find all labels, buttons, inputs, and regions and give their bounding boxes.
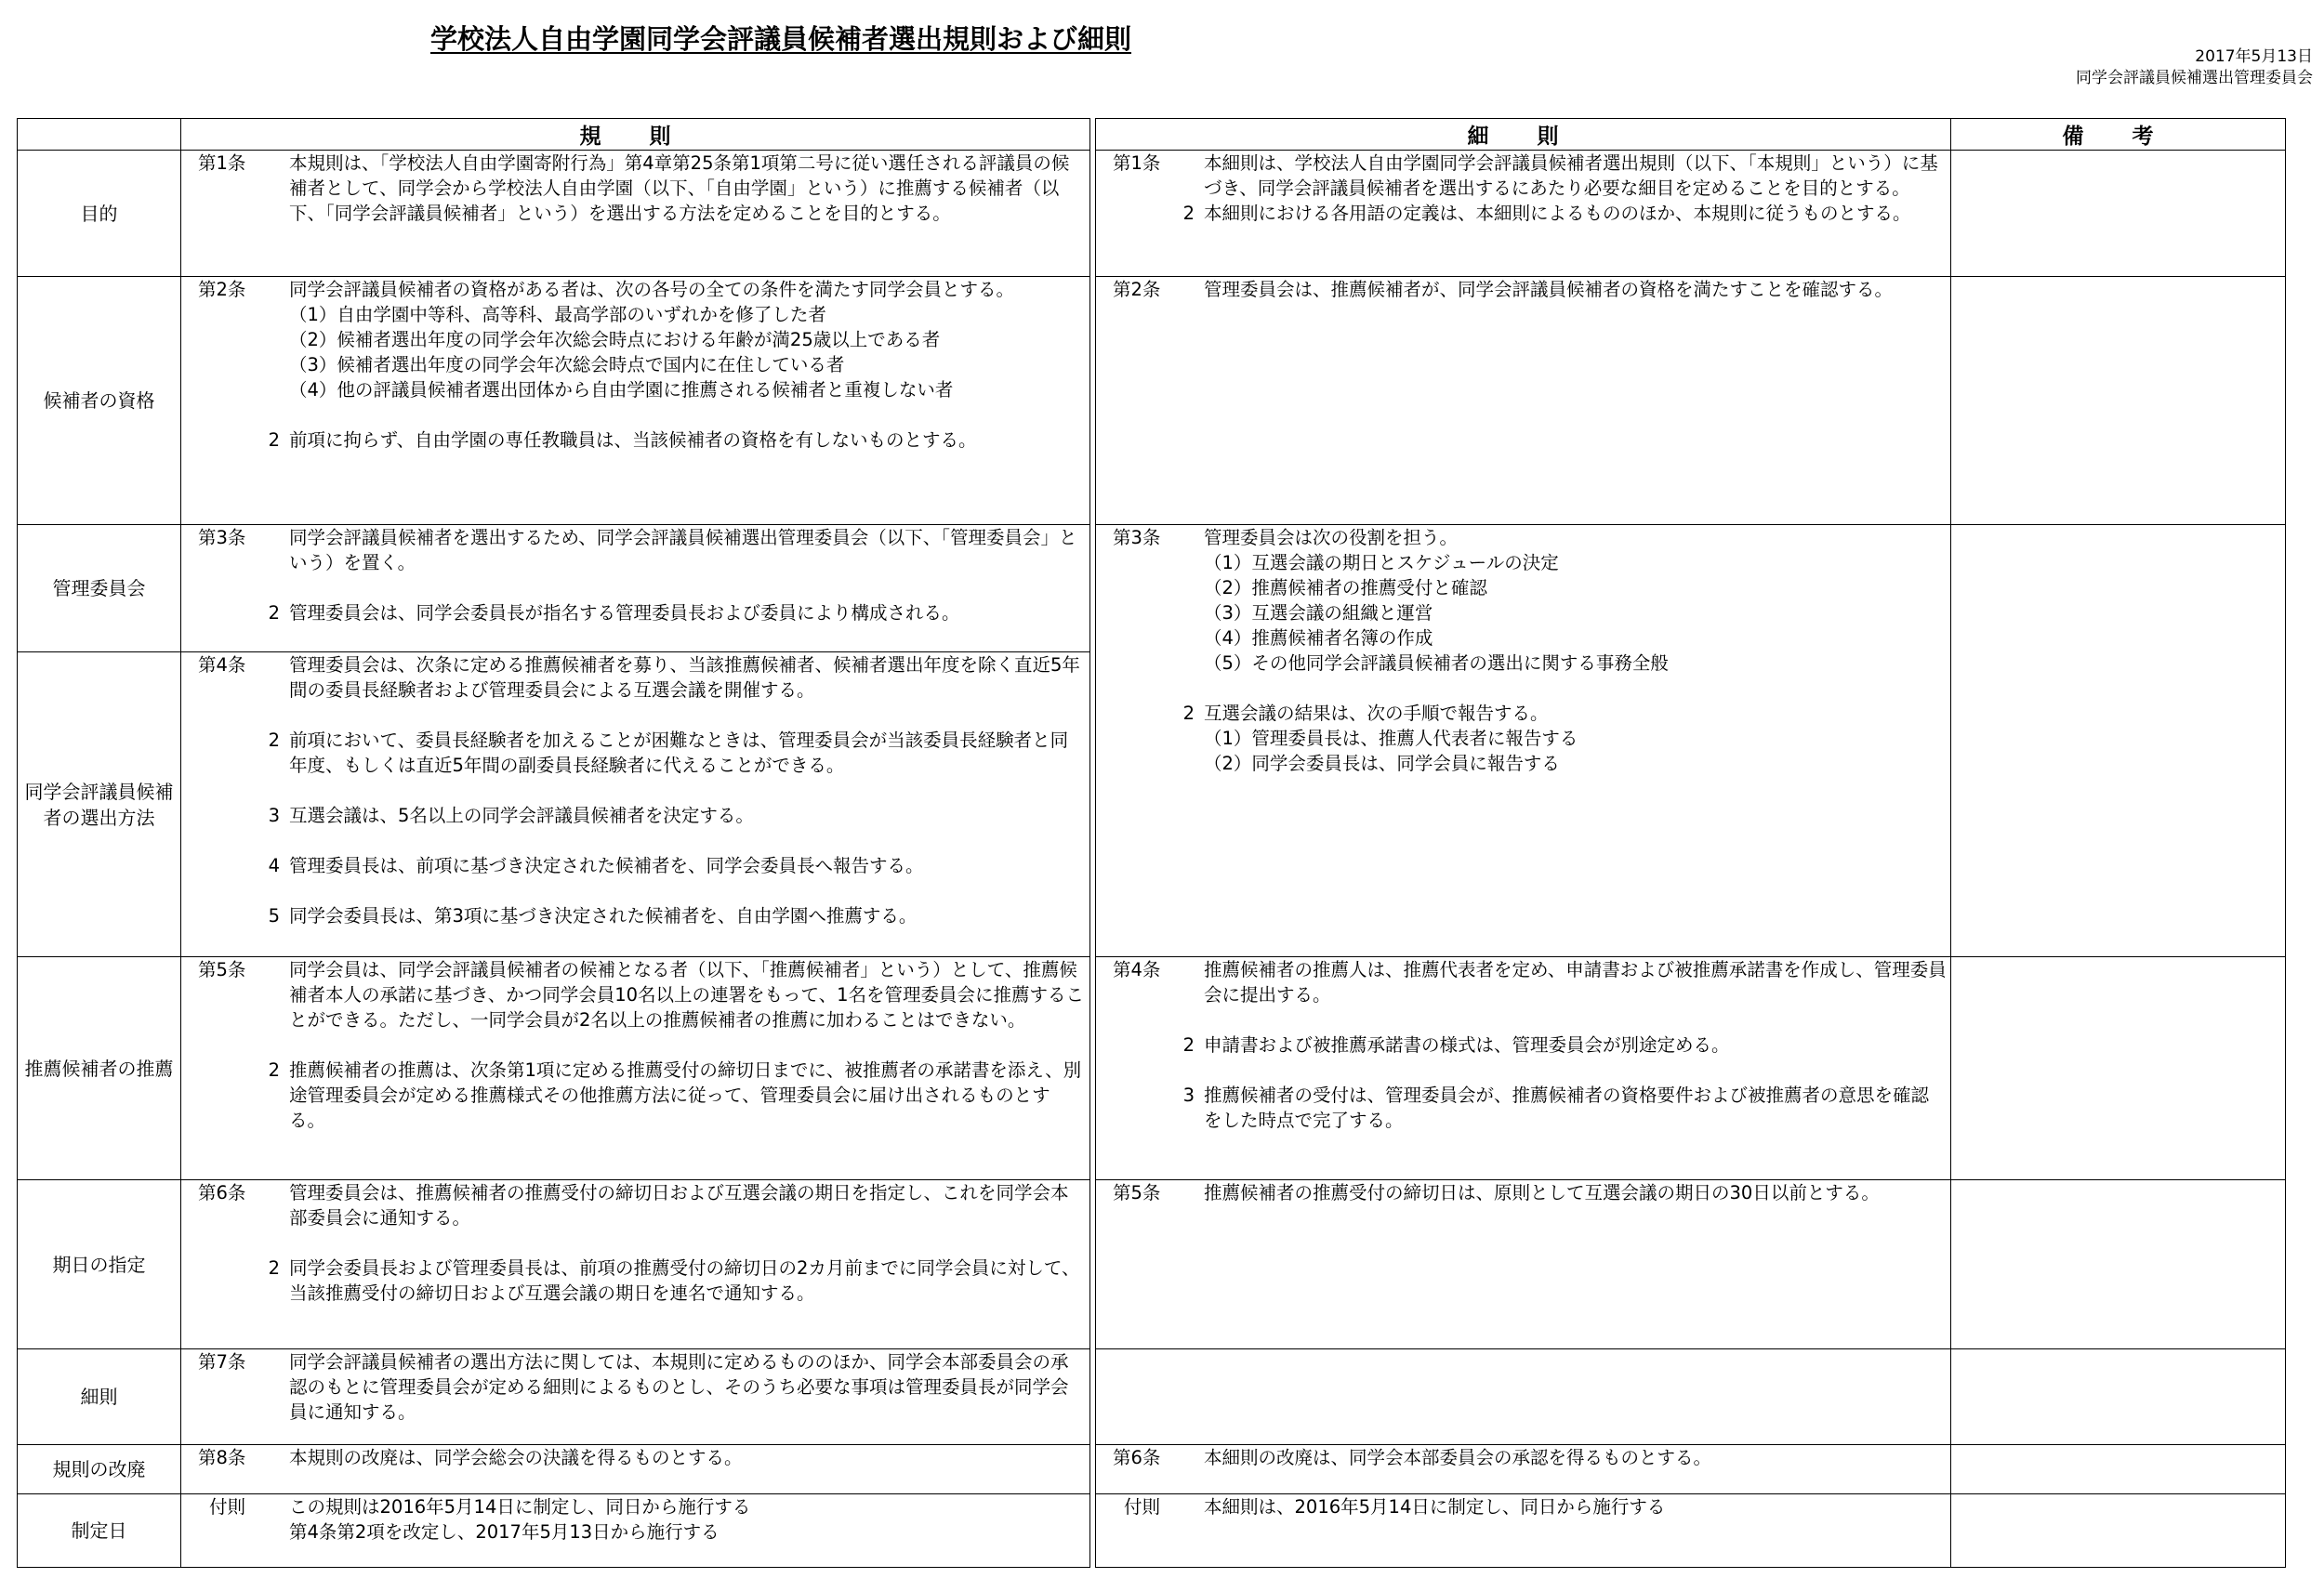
rules-cell-amend	[181, 1445, 1090, 1494]
header-notes: 備 考	[1951, 119, 2286, 151]
paragraph-number: 2	[268, 1059, 280, 1081]
article-number: 第2条	[1113, 278, 1161, 300]
row-dates	[18, 1180, 2286, 1349]
detail-cell-committee	[1096, 524, 1951, 956]
header-row	[18, 119, 2286, 151]
paragraph-text: 前項に拘らず、自由学園の専任教職員は、当該候補者の資格を有しないものとする。	[289, 428, 977, 451]
paragraph-number: 2	[268, 730, 280, 752]
paragraph-number: 3	[268, 805, 280, 827]
paragraph-text: 同学会委員長は、第3項に基づき決定された候補者を、自由学園へ推薦する。	[289, 905, 918, 927]
rules-cell-dates	[181, 1180, 1090, 1349]
list-item: （2）同学会委員長は、同学会員に報告する	[1204, 752, 1560, 774]
row-enacted	[18, 1494, 2286, 1568]
label-recommend: 推薦候補者の推薦	[18, 956, 181, 1180]
paragraph-number: 2	[268, 601, 280, 624]
article-text: 同学会員は、同学会評議員候補者の候補となる者（以下、「推薦候補者」という）として、推薦候補者本人の承諾に基づき、かつ同学会員10名以上の連署をもって、1名を管理委員会に推薦することができる。ただし、一同学会員が2名以上の推薦候補者の推薦に加わることはできない。	[289, 958, 1085, 1031]
paragraph-text: 管理委員長は、前項に基づき決定された候補者を、同学会委員長へ報告する。	[289, 855, 924, 877]
list-item: （4）他の評議員候補者選出団体から自由学園に推薦される候補者と重複しない者	[289, 378, 954, 401]
row-recommend	[18, 956, 2286, 1180]
label-bylaws: 細則	[18, 1349, 181, 1445]
notes-cell	[1951, 1349, 2286, 1445]
list-item: （2）候補者選出年度の同学会年次総会時点における年齢が満25歳以上である者	[289, 328, 941, 350]
document-organization: 同学会評議員候補選出管理委員会	[2076, 69, 2313, 87]
list-item: （3）候補者選出年度の同学会年次総会時点で国内に在住している者	[289, 353, 845, 375]
list-item: （2）推薦候補者の推薦受付と確認	[1204, 576, 1487, 598]
rules-cell-method	[181, 652, 1090, 957]
notes-cell	[1951, 1494, 2286, 1568]
article-text: 管理委員会は次の役割を担う。	[1204, 526, 1459, 548]
paragraph-text: 本細則における各用語の定義は、本細則によるもののほか、本規則に従うものとする。	[1204, 203, 1911, 225]
rules-cell-enacted	[181, 1494, 1090, 1568]
label-committee: 管理委員会	[18, 524, 181, 651]
article-text: 本規則の改廃は、同学会総会の決議を得るものとする。	[289, 1447, 743, 1469]
article-number: 第6条	[1113, 1447, 1161, 1469]
article-number: 第1条	[1113, 152, 1161, 175]
paragraph-number: 5	[268, 905, 280, 927]
article-text: 管理委員会は、推薦候補者が、同学会評議員候補者の資格を満たすことを確認する。	[1204, 278, 1894, 300]
detail-cell-amend	[1096, 1445, 1951, 1494]
article-text: 管理委員会は、次条に定める推薦候補者を募り、当該推薦候補者、候補者選出年度を除く直近5年間の委員長経験者および管理委員会による互選会議を開催する。	[289, 654, 1080, 702]
article-number: 第1条	[198, 152, 246, 175]
article-number: 第4条	[198, 654, 246, 677]
rules-table	[17, 118, 2286, 1568]
label-qualification: 候補者の資格	[18, 276, 181, 524]
notes-cell	[1951, 1180, 2286, 1349]
label-dates: 期日の指定	[18, 1180, 181, 1349]
detail-cell-recommend	[1096, 956, 1951, 1180]
paragraph-text: 推薦候補者の推薦は、次条第1項に定める推薦受付の締切日までに、被推薦者の承諾書を添え、別途管理委員会が定める推薦様式その他推薦方法に従って、管理委員会に届け出されるものとする。	[289, 1059, 1082, 1131]
rules-cell-bylaws	[181, 1349, 1090, 1445]
document-meta	[2076, 46, 2313, 89]
rules-cell-recommend	[181, 956, 1090, 1180]
rules-cell-purpose	[181, 151, 1090, 276]
article-text: 推薦候補者の推薦人は、推薦代表者を定め、申請書および被推薦承諾書を作成し、管理委員会に提出する。	[1204, 958, 1947, 1006]
paragraph-number: 2	[1182, 203, 1195, 225]
paragraph-text: 申請書および被推薦承諾書の様式は、管理委員会が別途定める。	[1204, 1033, 1730, 1056]
list-item: （1）自由学園中等科、高等科、最高学部のいずれかを修了した者	[289, 303, 826, 325]
paragraph-text: 管理委員会は、同学会委員長が指名する管理委員長および委員により構成される。	[289, 601, 960, 624]
header-blank	[18, 119, 181, 151]
rules-cell-qualification	[181, 276, 1090, 524]
list-item: （5）その他同学会評議員候補者の選出に関する事務全般	[1204, 651, 1669, 674]
notes-cell	[1951, 151, 2286, 276]
label-purpose: 目的	[18, 151, 181, 276]
paragraph-text: 互選会議の結果は、次の手順で報告する。	[1204, 702, 1549, 724]
document-title: 学校法人自由学園同学会評議員候補者選出規則および細則	[429, 23, 1131, 55]
paragraph-number: 3	[1182, 1084, 1195, 1106]
detail-cell-qualification	[1096, 276, 1951, 524]
notes-cell	[1951, 276, 2286, 524]
article-text: 同学会評議員候補者を選出するため、同学会評議員候補選出管理委員会（以下、「管理委員会」という）を置く。	[289, 526, 1077, 573]
article-number: 第2条	[198, 278, 246, 300]
list-item: （1）管理委員長は、推薦人代表者に報告する	[1204, 727, 1578, 749]
paragraph-number: 2	[268, 428, 280, 451]
label-method: 同学会評議員候補者の選出方法	[18, 652, 181, 957]
rules-cell-committee	[181, 524, 1090, 651]
article-text: 本細則の改廃は、同学会本部委員会の承認を得るものとする。	[1204, 1447, 1712, 1469]
article-number: 第5条	[198, 958, 246, 980]
row-qualification	[18, 276, 2286, 524]
supplementary-label: 付則	[209, 1496, 246, 1519]
detail-cell-dates	[1096, 1180, 1951, 1349]
label-amend: 規則の改廃	[18, 1445, 181, 1494]
paragraph-text: 前項において、委員長経験者を加えることが困難なときは、管理委員会が当該委員長経験者と同年度、もしくは直近5年間の副委員長経験者に代えることができる。	[289, 730, 1069, 777]
supplementary-text: この規則は2016年5月14日に制定し、同日から施行する	[289, 1496, 751, 1519]
supplementary-text: 本細則は、2016年5月14日に制定し、同日から施行する	[1204, 1496, 1666, 1519]
list-item: （1）互選会議の期日とスケジュールの決定	[1204, 551, 1559, 573]
article-text: 推薦候補者の推薦受付の締切日は、原則として互選会議の期日の30日以前とする。	[1204, 1182, 1880, 1204]
list-item: （3）互選会議の組織と運営	[1204, 601, 1433, 624]
notes-cell	[1951, 524, 2286, 956]
document-date: 2017年5月13日	[2195, 47, 2313, 66]
list-item: （4）推薦候補者名簿の作成	[1204, 626, 1433, 649]
row-purpose	[18, 151, 2286, 276]
notes-cell	[1951, 956, 2286, 1180]
article-text: 本細則は、学校法人自由学園同学会評議員候補者選出規則（以下、「本規則」という）に基づき、同学会評議員候補者を選出するにあたり必要な細目を定めることを目的とする。	[1204, 152, 1938, 200]
row-amend	[18, 1445, 2286, 1494]
article-number: 第4条	[1113, 958, 1161, 980]
paragraph-number: 2	[1182, 702, 1195, 724]
article-number: 第8条	[198, 1447, 246, 1469]
row-committee	[18, 524, 2286, 651]
header-rules: 規 則	[181, 119, 1090, 151]
paragraph-text: 推薦候補者の受付は、管理委員会が、推薦候補者の資格要件および被推薦者の意思を確認をした時点で完了する。	[1204, 1084, 1930, 1131]
article-text: 同学会評議員候補者の資格がある者は、次の各号の全ての条件を満たす同学会員とする。	[289, 278, 1015, 300]
article-number: 第7条	[198, 1351, 246, 1374]
article-text: 同学会評議員候補者の選出方法に関しては、本規則に定めるもののほか、同学会本部委員会の承認のもとに管理委員会が定める細則によるものとし、そのうち必要な事項は管理委員長が同学会員に通知する。	[289, 1351, 1069, 1424]
article-text: 本規則は、「学校法人自由学園寄附行為」第4章第25条第1項第二号に従い選任される評議員の候補者として、同学会から学校法人自由学園（以下、「自由学園」という）に推薦する候補者（以下、「同学会評議員候補者」という）を選出する方法を定めることを目的とする。	[289, 152, 1070, 225]
paragraph-text: 互選会議は、5名以上の同学会評議員候補者を決定する。	[289, 805, 754, 827]
article-number: 第3条	[198, 526, 246, 548]
notes-cell	[1951, 1445, 2286, 1494]
detail-cell-purpose	[1096, 151, 1951, 276]
article-text: 管理委員会は、推薦候補者の推薦受付の締切日および互選会議の期日を指定し、これを同学会本部委員会に通知する。	[289, 1182, 1069, 1230]
detail-cell-enacted	[1096, 1494, 1951, 1568]
article-number: 第5条	[1113, 1182, 1161, 1204]
paragraph-number: 2	[268, 1257, 280, 1280]
supplementary-text: 第4条第2項を改定し、2017年5月13日から施行する	[289, 1521, 720, 1544]
paragraph-number: 2	[1182, 1033, 1195, 1056]
detail-cell-bylaws	[1096, 1349, 1951, 1445]
paragraph-number: 4	[268, 855, 280, 877]
supplementary-label: 付則	[1124, 1496, 1161, 1519]
label-enacted: 制定日	[18, 1494, 181, 1568]
paragraph-text: 同学会委員長および管理委員長は、前項の推薦受付の締切日の2カ月前までに同学会員に対して、当該推薦受付の締切日および互選会議の期日を連名で通知する。	[289, 1257, 1080, 1305]
article-number: 第6条	[198, 1182, 246, 1204]
article-number: 第3条	[1113, 526, 1161, 548]
header-detail: 細 則	[1096, 119, 1951, 151]
row-bylaws	[18, 1349, 2286, 1445]
